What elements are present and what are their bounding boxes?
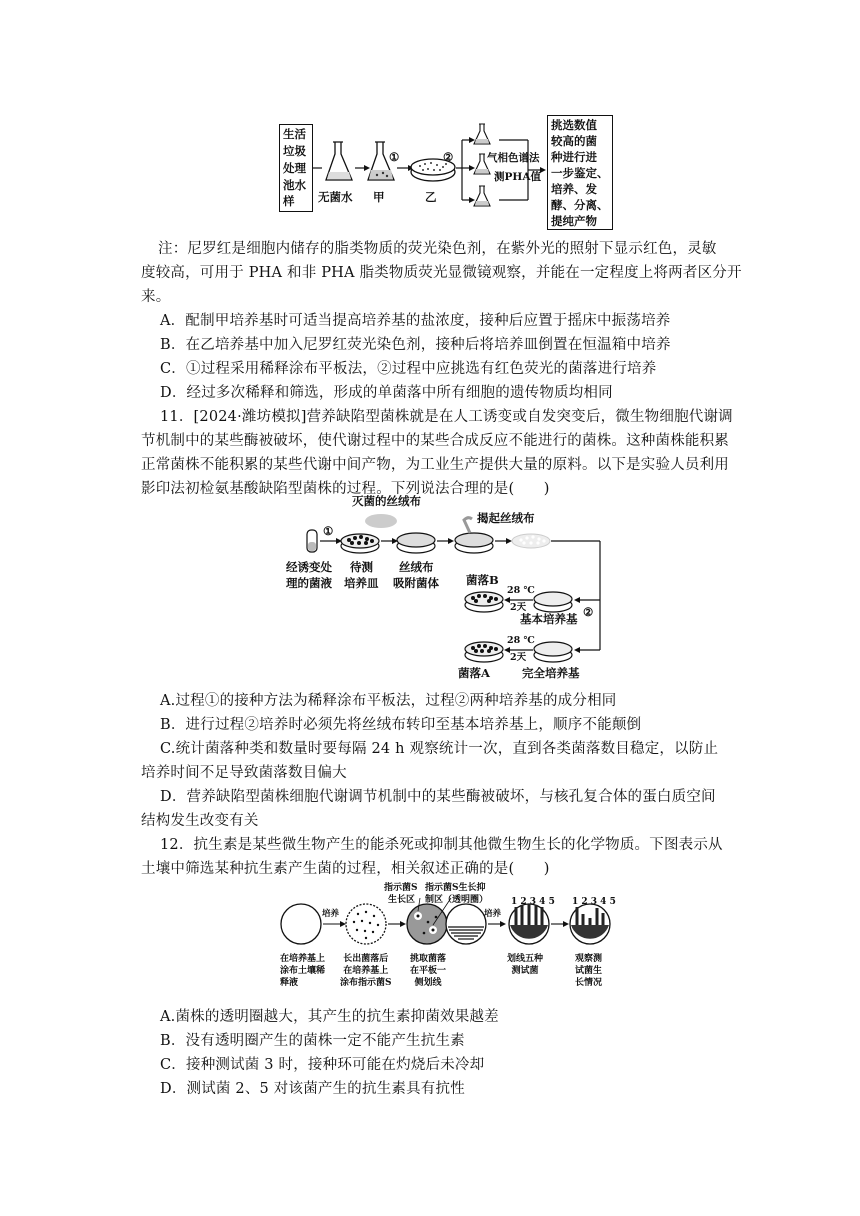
q12-option-d: D．测试菌 2、5 对该菌产生的抗生素具有抗性 [160, 1081, 465, 1097]
plate-test-streak-icon [509, 904, 549, 944]
label-days: 2天 [510, 652, 527, 663]
sample-line: 生活 [283, 127, 306, 141]
q11-stem-line: 影印法初检氨基酸缺陷型菌株的过程。下列说法合理的是( ) [141, 481, 550, 497]
sample-line: 池水 [283, 178, 306, 192]
label-sterile-velvet: 灭菌的丝绒布 [352, 494, 421, 508]
next-steps-line: 较高的菌 [551, 134, 597, 148]
q11-option-b: B．进行过程②培养时必须先将丝绒布转印至基本培养基上，顺序不能颠倒 [160, 717, 642, 733]
caption-line: 在平板一 [410, 966, 447, 976]
label-temp: 28 ℃ [507, 585, 535, 596]
plate-indicator-icon [407, 904, 447, 944]
q11-option-c-cont: 培养时间不足导致菌落数目偏大 [141, 765, 347, 781]
label-days: 2天 [510, 602, 527, 613]
label-culture: 培养 [484, 909, 502, 919]
next-steps-line: 酵、分离、 [551, 198, 609, 212]
label-colony-a: 菌落A [458, 666, 490, 680]
label-test-dish: 待测 [350, 560, 373, 574]
caption-line: 长情况 [575, 978, 603, 988]
label-complete-medium: 完全培养基 [522, 666, 580, 680]
q11-option-d-cont: 结构发生改变有关 [141, 813, 259, 829]
sample-line: 处理 [283, 161, 306, 175]
plate-empty-icon [281, 904, 321, 944]
q12-stem-line: 12．抗生素是某些微生物产生的能杀死或抑制其他微生物生长的化学物质。下图表示从 [160, 837, 723, 853]
caption-step-5 [575, 953, 602, 989]
q12-option-b: B．没有透明圈产生的菌株一定不能产生抗生素 [160, 1033, 465, 1049]
sample-line: 垃圾 [283, 144, 306, 158]
label-velvet-adsorb: 吸附菌体 [393, 576, 439, 590]
label-pha-value: 测PHA值 [494, 171, 541, 183]
label-mutagenized: 经诱变处 [286, 560, 332, 574]
label-gc-method: 气相色谱法 [487, 152, 540, 164]
label-inhibition-zone: 指示菌S生长抑 [425, 883, 486, 893]
next-steps-line: 提纯产物 [551, 214, 597, 228]
q10-option-b: B．在乙培养基中加入尼罗红荧光染色剂，接种后将培养皿倒置在恒温箱中培养 [160, 337, 671, 353]
step-1-marker: ① [389, 150, 400, 164]
caption-line: 测试菌 [511, 966, 539, 976]
next-steps-line: 种进行进 [551, 150, 597, 164]
q11-stem-line: 节机制中的某些酶被破坏，使代谢过程中的某些合成反应不能进行的菌株。这种菌株能积累 [141, 433, 729, 449]
label-medium-yi: 乙 [425, 190, 437, 204]
label-basic-medium: 基本培养基 [520, 612, 578, 626]
q11-stem-line: 正常菌株不能积累的某些代谢中间产物，为工业生产提供大量的原料。以下是实验人员利用 [141, 457, 729, 473]
step-2-marker: ② [583, 605, 594, 619]
q10-option-d: D．经过多次稀释和筛选，形成的单菌落中所有细胞的遗传物质均相同 [160, 385, 613, 401]
caption-step-3 [410, 953, 446, 989]
sample-line: 样 [283, 194, 295, 208]
caption-line: 试菌生 [575, 966, 603, 976]
label-mutagenized: 理的菌液 [286, 576, 332, 590]
caption-line: 涂布指示菌S [340, 978, 392, 988]
plate-streak-icon [446, 904, 486, 944]
label-test-numbers: 1 2 3 4 5 [511, 897, 555, 907]
label-indicator-growth: 指示菌S [384, 883, 418, 893]
label-inhibition-zone: 制区（透明圈） [425, 895, 489, 905]
plate-colonies-icon [346, 904, 386, 944]
label-test-dish: 培养皿 [344, 576, 379, 590]
note-line: 注：尼罗红是细胞内储存的脂类物质的荧光染色剂，在紫外光的照射下显示红色，灵敏 [158, 241, 717, 257]
caption-line: 在培养基上 [343, 966, 389, 976]
caption-line: 划线五种 [507, 954, 544, 964]
q11-option-d: D．营养缺陷型菌株细胞代谢调节机制中的某些酶被破坏，与核孔复合体的蛋白质空间 [160, 789, 716, 805]
q10-option-c: C．①过程采用稀释涂布平板法，②过程中应挑选有红色荧光的菌落进行培养 [160, 361, 657, 377]
q12-option-a: A.菌株的透明圈越大，其产生的抗生素抑菌效果越差 [160, 1009, 499, 1025]
plate-result-icon [570, 904, 610, 944]
q12-option-c: C．接种测试菌 3 时，接种环可能在灼烧后未冷却 [160, 1057, 485, 1073]
q11-option-a: A.过程①的接种方法为稀释涂布平板法，过程②两种培养基的成分相同 [160, 693, 617, 709]
q12-stem-line: 土壤中筛选某种抗生素产生菌的过程，相关叙述正确的是( ) [141, 861, 550, 877]
caption-line: 在培养基上 [280, 954, 326, 964]
caption-line: 涂布土壤稀 [280, 966, 326, 976]
label-sterile-water: 无菌水 [318, 190, 353, 204]
caption-line: 长出菌落后 [343, 954, 389, 964]
q11-stem-line: 11．[2024·潍坊模拟]营养缺陷型菌株就是在人工诱变或自发突变后，微生物细胞代谢调 [160, 409, 733, 425]
caption-step-1 [280, 953, 325, 989]
label-indicator-growth: 生长区 [388, 895, 416, 905]
next-steps-line: 一步鉴定、 [551, 166, 609, 180]
caption-line: 侧划线 [414, 978, 442, 988]
q10-option-a: A．配制甲培养基时可适当提高培养基的盐浓度，接种后应置于摇床中振荡培养 [160, 313, 671, 329]
caption-step-2 [340, 953, 392, 989]
q11-option-c: C.统计菌落种类和数量时要每隔 24 h 观察统计一次，直到各类菌落数目稳定，以防止 [160, 741, 719, 757]
label-colony-b: 菌落B [466, 573, 499, 587]
step-2-marker: ② [443, 150, 454, 164]
label-lift-velvet: 揭起丝绒布 [477, 511, 535, 525]
label-temp: 28 ℃ [507, 635, 535, 646]
note-line: 来。 [141, 289, 171, 305]
step-1-marker: ① [323, 524, 334, 538]
caption-line: 观察测 [575, 954, 603, 964]
label-test-numbers: 1 2 3 4 5 [572, 897, 616, 907]
label-medium-jia: 甲 [373, 190, 385, 204]
label-culture: 培养 [322, 909, 340, 919]
note-line: 度较高，可用于 PHA 和非 PHA 脂类物质荧光显微镜观察，并能在一定程度上将两者区分开 [141, 265, 742, 281]
label-velvet-adsorb: 丝绒布 [399, 560, 434, 574]
caption-line: 释液 [280, 978, 299, 988]
caption-line: 挑取菌落 [410, 954, 447, 964]
caption-step-4 [507, 953, 543, 977]
next-steps-line: 挑选数值 [551, 118, 597, 132]
next-steps-line: 培养、发 [551, 182, 597, 196]
